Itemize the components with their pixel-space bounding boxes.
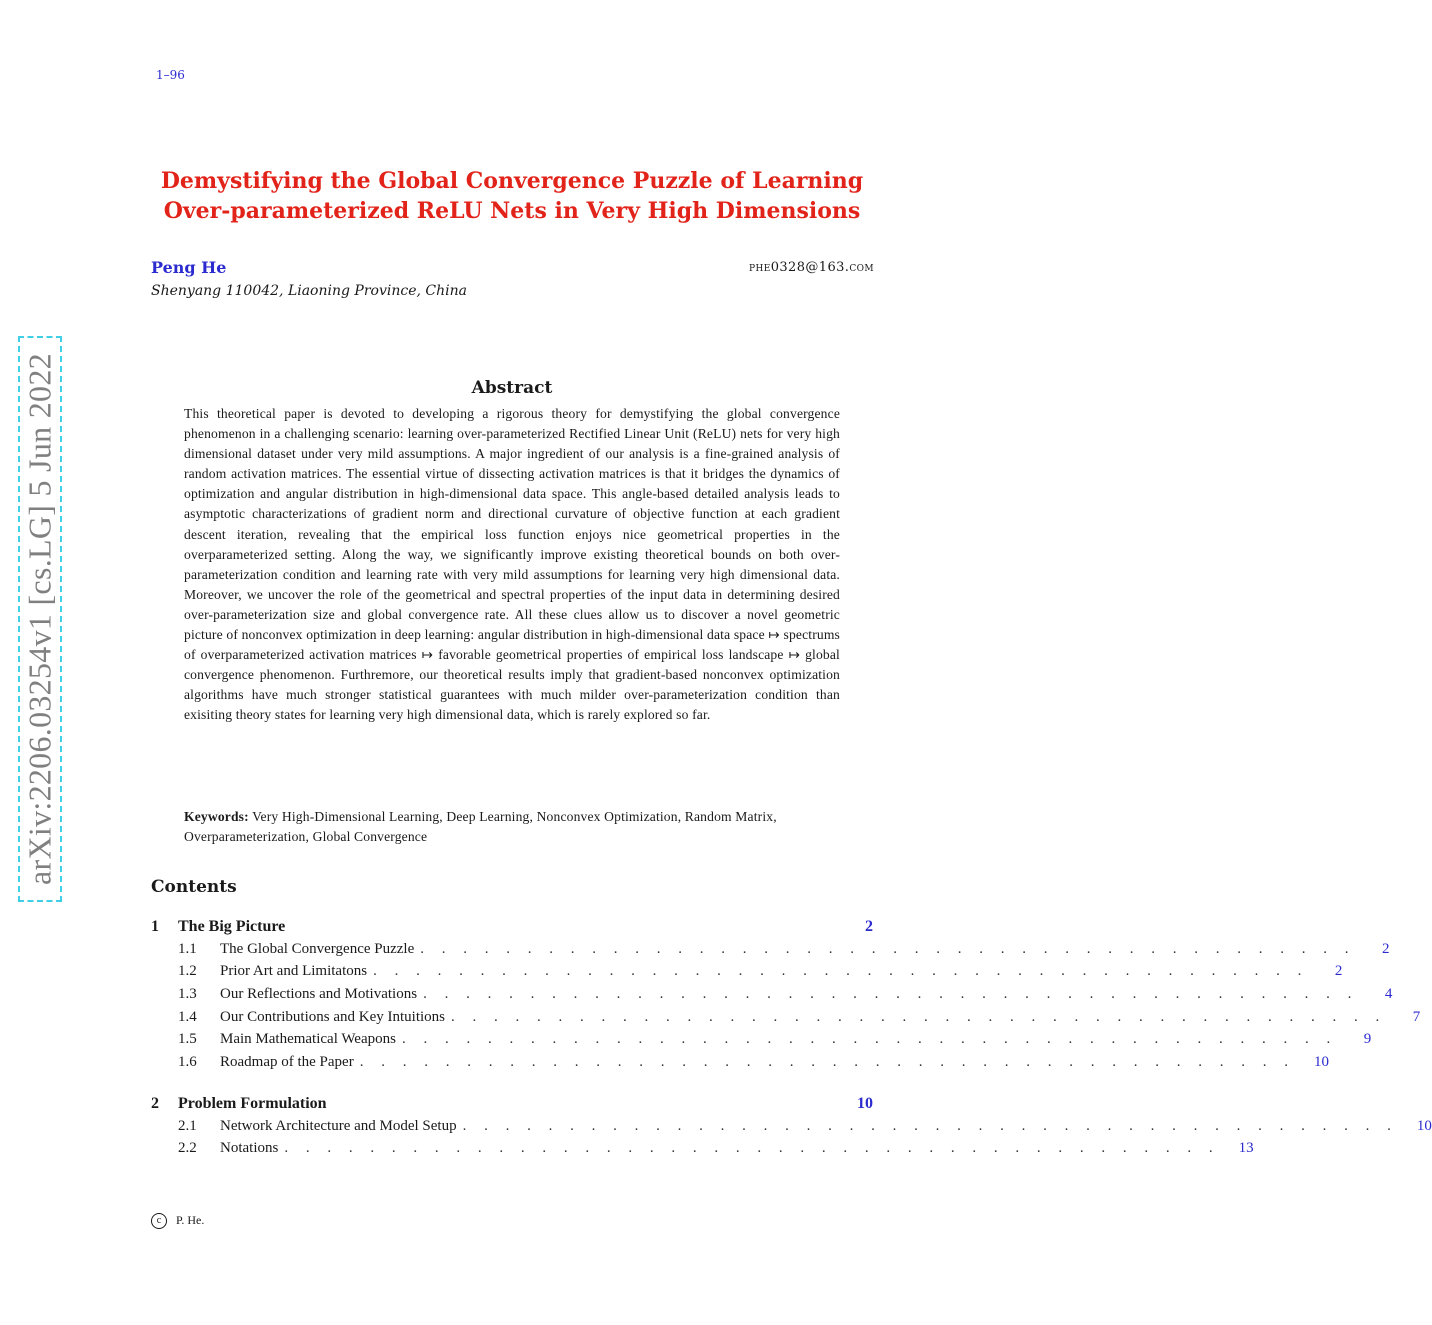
- toc-subsection-1-2[interactable]: [151, 963, 1343, 986]
- toc-subsection-number: 1.3: [178, 986, 197, 1003]
- toc-page-link[interactable]: 4: [1384, 986, 1393, 1003]
- table-of-contents: [151, 918, 1432, 1163]
- author-name[interactable]: Peng He: [151, 258, 227, 277]
- toc-leader-dots: . . . . . . . . . . . . . . . . . . . . . . . . . . . . . . . . . . . . . . . . . . . .: [451, 1008, 1387, 1025]
- title-line-2: Over-parameterized ReLU Nets in Very High Dimensions: [163, 198, 861, 224]
- contents-heading: Contents: [151, 877, 237, 897]
- toc-leader-dots: . . . . . . . . . . . . . . . . . . . . . . . . . . . . . . . . . . . . . . . . . . . .: [423, 986, 1359, 1003]
- keywords-label: Keywords:: [184, 809, 249, 824]
- toc-subsection-2-2[interactable]: [151, 1140, 1254, 1163]
- toc-section-1[interactable]: [151, 918, 873, 941]
- keywords: [184, 807, 840, 847]
- copyright-icon: c: [151, 1213, 167, 1229]
- toc-subsection-1-1[interactable]: [151, 940, 1390, 964]
- toc-subsection-1-4[interactable]: [151, 1008, 1421, 1032]
- toc-leader-dots: . . . . . . . . . . . . . . . . . . . . . . . . . . . . . . . . . . . . . . . . . . . .: [401, 1031, 1338, 1048]
- toc-page-link[interactable]: 10: [857, 1094, 873, 1112]
- toc-section-number: 1: [151, 918, 159, 935]
- toc-section-2[interactable]: [151, 1095, 873, 1118]
- toc-subsection-1-3[interactable]: [151, 986, 1393, 1009]
- toc-page-link[interactable]: 13: [1238, 1140, 1254, 1157]
- toc-subsection-title: Network Architecture and Model Setup: [220, 1117, 457, 1134]
- keywords-text: Very High-Dimensional Learning, Deep Learning, Nonconvex Optimization, Random Matrix, Overparameterization, Global Convergence: [184, 809, 777, 845]
- arxiv-identifier: arXiv:2206.03254v1 [cs.LG] 5 Jun 2022: [21, 353, 58, 885]
- title-line-1: Demystifying the Global Convergence Puzzle of Learning: [160, 168, 864, 194]
- author-email[interactable]: phe0328@163.com: [749, 260, 874, 275]
- toc-leader-dots: . . . . . . . . . . . . . . . . . . . . . . . . . . . . . . . . . . . . . . . . . . . .: [420, 940, 1356, 957]
- toc-subsection-title: Roadmap of the Paper: [220, 1054, 354, 1071]
- toc-subsection-number: 2.1: [178, 1117, 197, 1134]
- toc-section-title: Problem Formulation: [178, 1094, 327, 1112]
- toc-leader-dots: . . . . . . . . . . . . . . . . . . . . . . . . . . . . . . . . . . . . . . . . . . . .: [462, 1117, 1398, 1134]
- toc-subsection-title: Main Mathematical Weapons: [220, 1031, 396, 1048]
- toc-subsection-1-5[interactable]: [151, 1031, 1372, 1054]
- toc-page-link[interactable]: 10: [1313, 1054, 1329, 1071]
- toc-subsection-title: Prior Art and Limitatons: [220, 963, 368, 980]
- toc-section-title: The Big Picture: [178, 918, 286, 935]
- page-number[interactable]: 1–96: [156, 68, 185, 82]
- toc-subsection-number: 1.4: [178, 1008, 197, 1025]
- toc-leader-dots: . . . . . . . . . . . . . . . . . . . . . . . . . . . . . . . . . . . . . . . . . . . .: [284, 1140, 1220, 1157]
- toc-subsection-number: 1.6: [178, 1054, 197, 1071]
- abstract-body: This theoretical paper is devoted to developing a rigorous theory for demystifying the global convergence phenomenon in a challenging scenario: learning over-parameterized Rectified Linear Unit (ReLU) nets for very high dimensional dataset under very mild assumptions. A major ingredient of our analysis is a fine-grained analysis of random activation matrices. The essential virtue of dissecting activation matrices is that it bridges the dynamics of optimization and angular distribution in high-dimensional data space. This angle-based detailed analysis leads to asymptotic characterizations of gradient norm and directional curvature of objective function at each gradient descent iteration, revealing that the empirical loss function enjoys nice geometrical properties in the overparameterized setting. Along the way, we significantly improve existing theoretical bounds on both over-parameterization condition and learning rate with very mild assumptions for learning very high dimensional data. Moreover, we uncover the role of the geometrical and spectral properties of the input data in determining desired over-parameterization size and global convergence rate. All these clues allow us to discover a novel geometric picture of nonconvex optimization in deep learning: angular distribution in high-dimensional data space ↦ spectrums of overparameterized activation matrices ↦ favorable geometrical properties of empirical loss landscape ↦ global convergence phenomenon. Furthremore, our theoretical results imply that gradient-based nonconvex optimization algorithms have much stronger statistical guarantees with much milder over-parameterization condition than exisiting theory states for learning very high dimensional data, which is rarely explored so far.: [184, 406, 840, 723]
- toc-page-link[interactable]: 7: [1412, 1008, 1421, 1025]
- toc-section-number: 2: [151, 1094, 159, 1112]
- toc-leader-dots: . . . . . . . . . . . . . . . . . . . . . . . . . . . . . . . . . . . . . . . . . . . .: [359, 1054, 1295, 1071]
- toc-subsection-1-6[interactable]: [151, 1054, 1329, 1077]
- toc-subsection-title: Our Reflections and Motivations: [220, 986, 418, 1003]
- toc-subsection-2-1[interactable]: [151, 1117, 1432, 1141]
- copyright-holder: P. He.: [176, 1213, 205, 1227]
- toc-leader-dots: . . . . . . . . . . . . . . . . . . . . . . . . . . . . . . . . . . . . . . . . . . . .: [373, 963, 1309, 980]
- toc-page-link[interactable]: 10: [1416, 1117, 1432, 1134]
- toc-subsection-title: The Global Convergence Puzzle: [220, 940, 415, 957]
- toc-page-link[interactable]: 2: [1382, 940, 1390, 957]
- toc-subsection-number: 1.5: [178, 1031, 197, 1048]
- abstract-heading: Abstract: [471, 378, 553, 398]
- toc-subsection-number: 1.2: [178, 963, 197, 980]
- toc-subsection-title: Notations: [220, 1140, 279, 1157]
- arxiv-stamp[interactable]: [18, 336, 62, 902]
- toc-page-link[interactable]: 9: [1363, 1031, 1372, 1048]
- toc-subsection-number: 1.1: [178, 940, 197, 957]
- toc-page-link[interactable]: 2: [865, 918, 873, 935]
- copyright-footer: [151, 1213, 204, 1229]
- paper-title: [130, 166, 894, 226]
- toc-subsection-number: 2.2: [178, 1140, 197, 1157]
- toc-page-link[interactable]: 2: [1334, 963, 1343, 980]
- author-affiliation: Shenyang 110042, Liaoning Province, China: [151, 283, 467, 299]
- toc-subsection-title: Our Contributions and Key Intuitions: [220, 1008, 445, 1025]
